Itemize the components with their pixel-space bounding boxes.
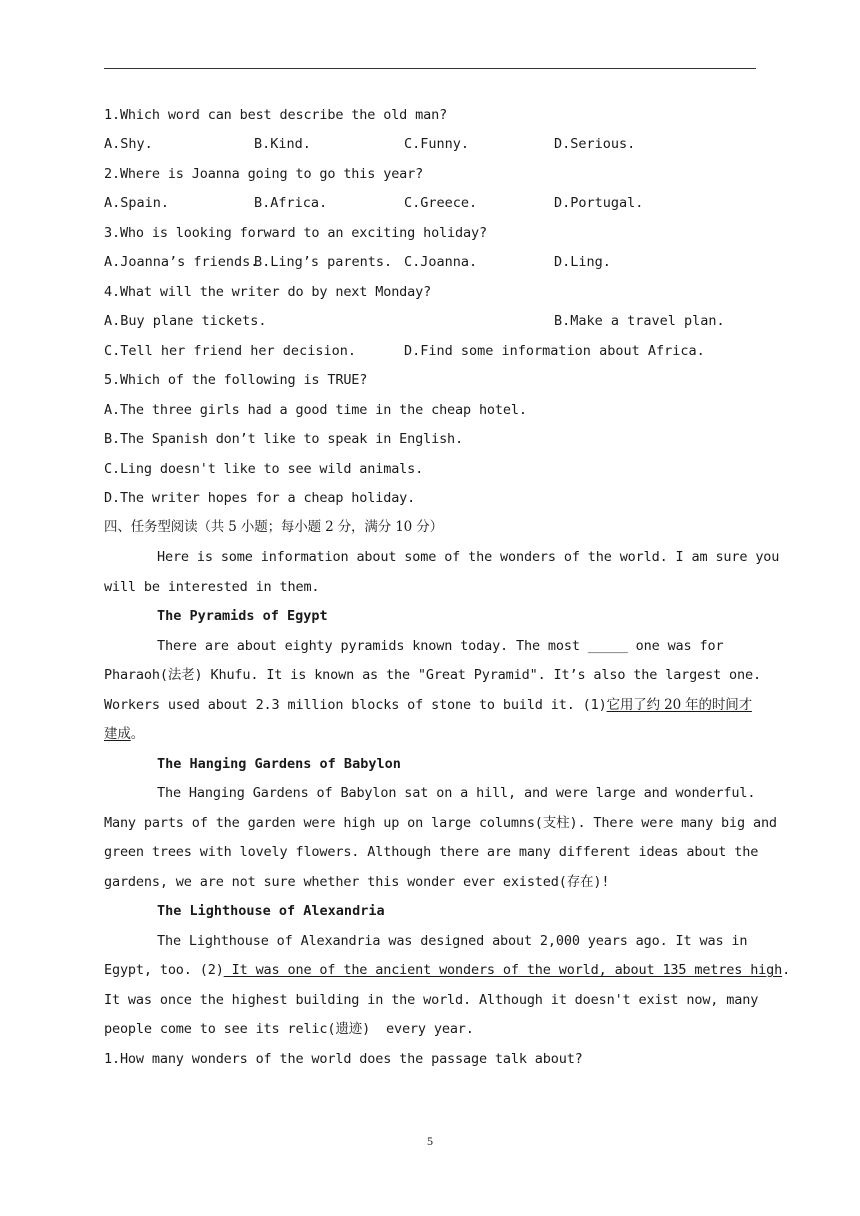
lighthouse-gloss-relic: 遗迹 (335, 1021, 363, 1037)
page-number: 5 (427, 1134, 433, 1148)
q3-option-a: A.Joanna’s friends. (104, 254, 259, 270)
q1-option-d: D.Serious. (554, 136, 636, 152)
q4-option-d: D.Find some information about Africa. (404, 343, 705, 359)
lighthouse-line-4b: ) every year. (362, 1021, 474, 1037)
translation-prompt-1-end: 建成 (104, 726, 131, 742)
q5-option-d: D.The writer hopes for a cheap holiday. (104, 490, 416, 506)
q1-option-a: A.Shy. (104, 136, 153, 152)
lighthouse-line-4 (104, 1020, 474, 1038)
q3-option-b: B.Ling’s parents. (254, 254, 393, 270)
gardens-gloss-columns: 支柱 (542, 815, 570, 831)
pyramids-line-3 (104, 696, 752, 714)
lighthouse-line-1: The Lighthouse of Alexandria was designed about 2,000 years ago. It was in (157, 933, 748, 949)
pyramids-line-4 (104, 725, 144, 743)
gardens-line-2b: ). There were many big and (569, 815, 777, 831)
q3-option-d: D.Ling. (554, 254, 611, 270)
gardens-heading: The Hanging Gardens of Babylon (157, 756, 401, 772)
lighthouse-line-4a: people come to see its relic( (104, 1021, 336, 1037)
question-4-stem: 4.What will the writer do by next Monday? (104, 284, 432, 300)
q2-option-b: B.Africa. (254, 195, 328, 211)
lighthouse-heading: The Lighthouse of Alexandria (157, 903, 385, 919)
gardens-line-2a: Many parts of the garden were high up on large columns( (104, 815, 543, 831)
pyramids-heading: The Pyramids of Egypt (157, 608, 328, 624)
q1-option-c: C.Funny. (404, 136, 470, 152)
question-3-stem: 3.Who is looking forward to an exciting holiday? (104, 225, 487, 241)
translation-prompt-2: It was one of the ancient wonders of the world, about 135 metres high (223, 962, 783, 978)
header-rule (104, 68, 756, 69)
intro-line-1: Here is some information about some of the wonders of the world. I am sure you (157, 549, 780, 565)
lighthouse-line-2a: Egypt, too. (2) (104, 962, 224, 978)
gardens-line-1: The Hanging Gardens of Babylon sat on a hill, and were large and wonderful. (157, 785, 756, 801)
translation-prompt-1: 它用了约 20 年的时间才 (606, 697, 752, 713)
q4-option-a: A.Buy plane tickets. (104, 313, 267, 329)
q2-option-a: A.Spain. (104, 195, 170, 211)
pyramids-line-4-period: 。 (130, 726, 145, 742)
pyramids-line-2b: ) Khufu. It is known as the "Great Pyramid". It’s also the largest one. (194, 667, 761, 683)
question-1-stem: 1.Which word can best describe the old man? (104, 107, 448, 123)
gardens-line-4a: gardens, we are not sure whether this wonder ever existed( (104, 874, 567, 890)
section-title: 四、任务型阅读（共 5 小题；每小题 2 分，满分 10 分） (104, 519, 443, 535)
gardens-line-2 (104, 814, 777, 832)
q5-option-b: B.The Spanish don’t like to speak in English. (104, 431, 463, 447)
question-5-stem: 5.Which of the following is TRUE? (104, 372, 368, 388)
lighthouse-line-3: It was once the highest building in the world. Although it doesn't exist now, many (104, 992, 759, 1008)
pyramids-line-1: There are about eighty pyramids known today. The most _____ one was for (157, 638, 724, 654)
gardens-gloss-existed: 存在 (566, 874, 594, 890)
lighthouse-line-2 (104, 961, 790, 979)
pyramids-line-2a: Pharaoh( (104, 667, 168, 683)
intro-line-2: will be interested in them. (104, 579, 320, 595)
q2-option-c: C.Greece. (404, 195, 478, 211)
pyramids-line-3a: Workers used about 2.3 million blocks of stone to build it. (1) (104, 697, 607, 713)
pyramids-line-2 (104, 666, 761, 684)
q3-option-c: C.Joanna. (404, 254, 478, 270)
pyramids-gloss-pharaoh: 法老 (167, 667, 195, 683)
task-question-1: 1.How many wonders of the world does the passage talk about? (104, 1051, 583, 1067)
q2-option-d: D.Portugal. (554, 195, 644, 211)
q1-option-b: B.Kind. (254, 136, 311, 152)
q4-option-c: C.Tell her friend her decision. (104, 343, 356, 359)
q5-option-c: C.Ling doesn't like to see wild animals. (104, 461, 424, 477)
gardens-line-4b: )! (593, 874, 610, 890)
lighthouse-line-2b: . (782, 962, 791, 978)
question-2-stem: 2.Where is Joanna going to go this year? (104, 166, 424, 182)
gardens-line-3: green trees with lovely flowers. Although there are many different ideas about the (104, 844, 759, 860)
q4-option-b: B.Make a travel plan. (554, 313, 725, 329)
q5-option-a: A.The three girls had a good time in the cheap hotel. (104, 402, 527, 418)
gardens-line-4 (104, 873, 609, 891)
